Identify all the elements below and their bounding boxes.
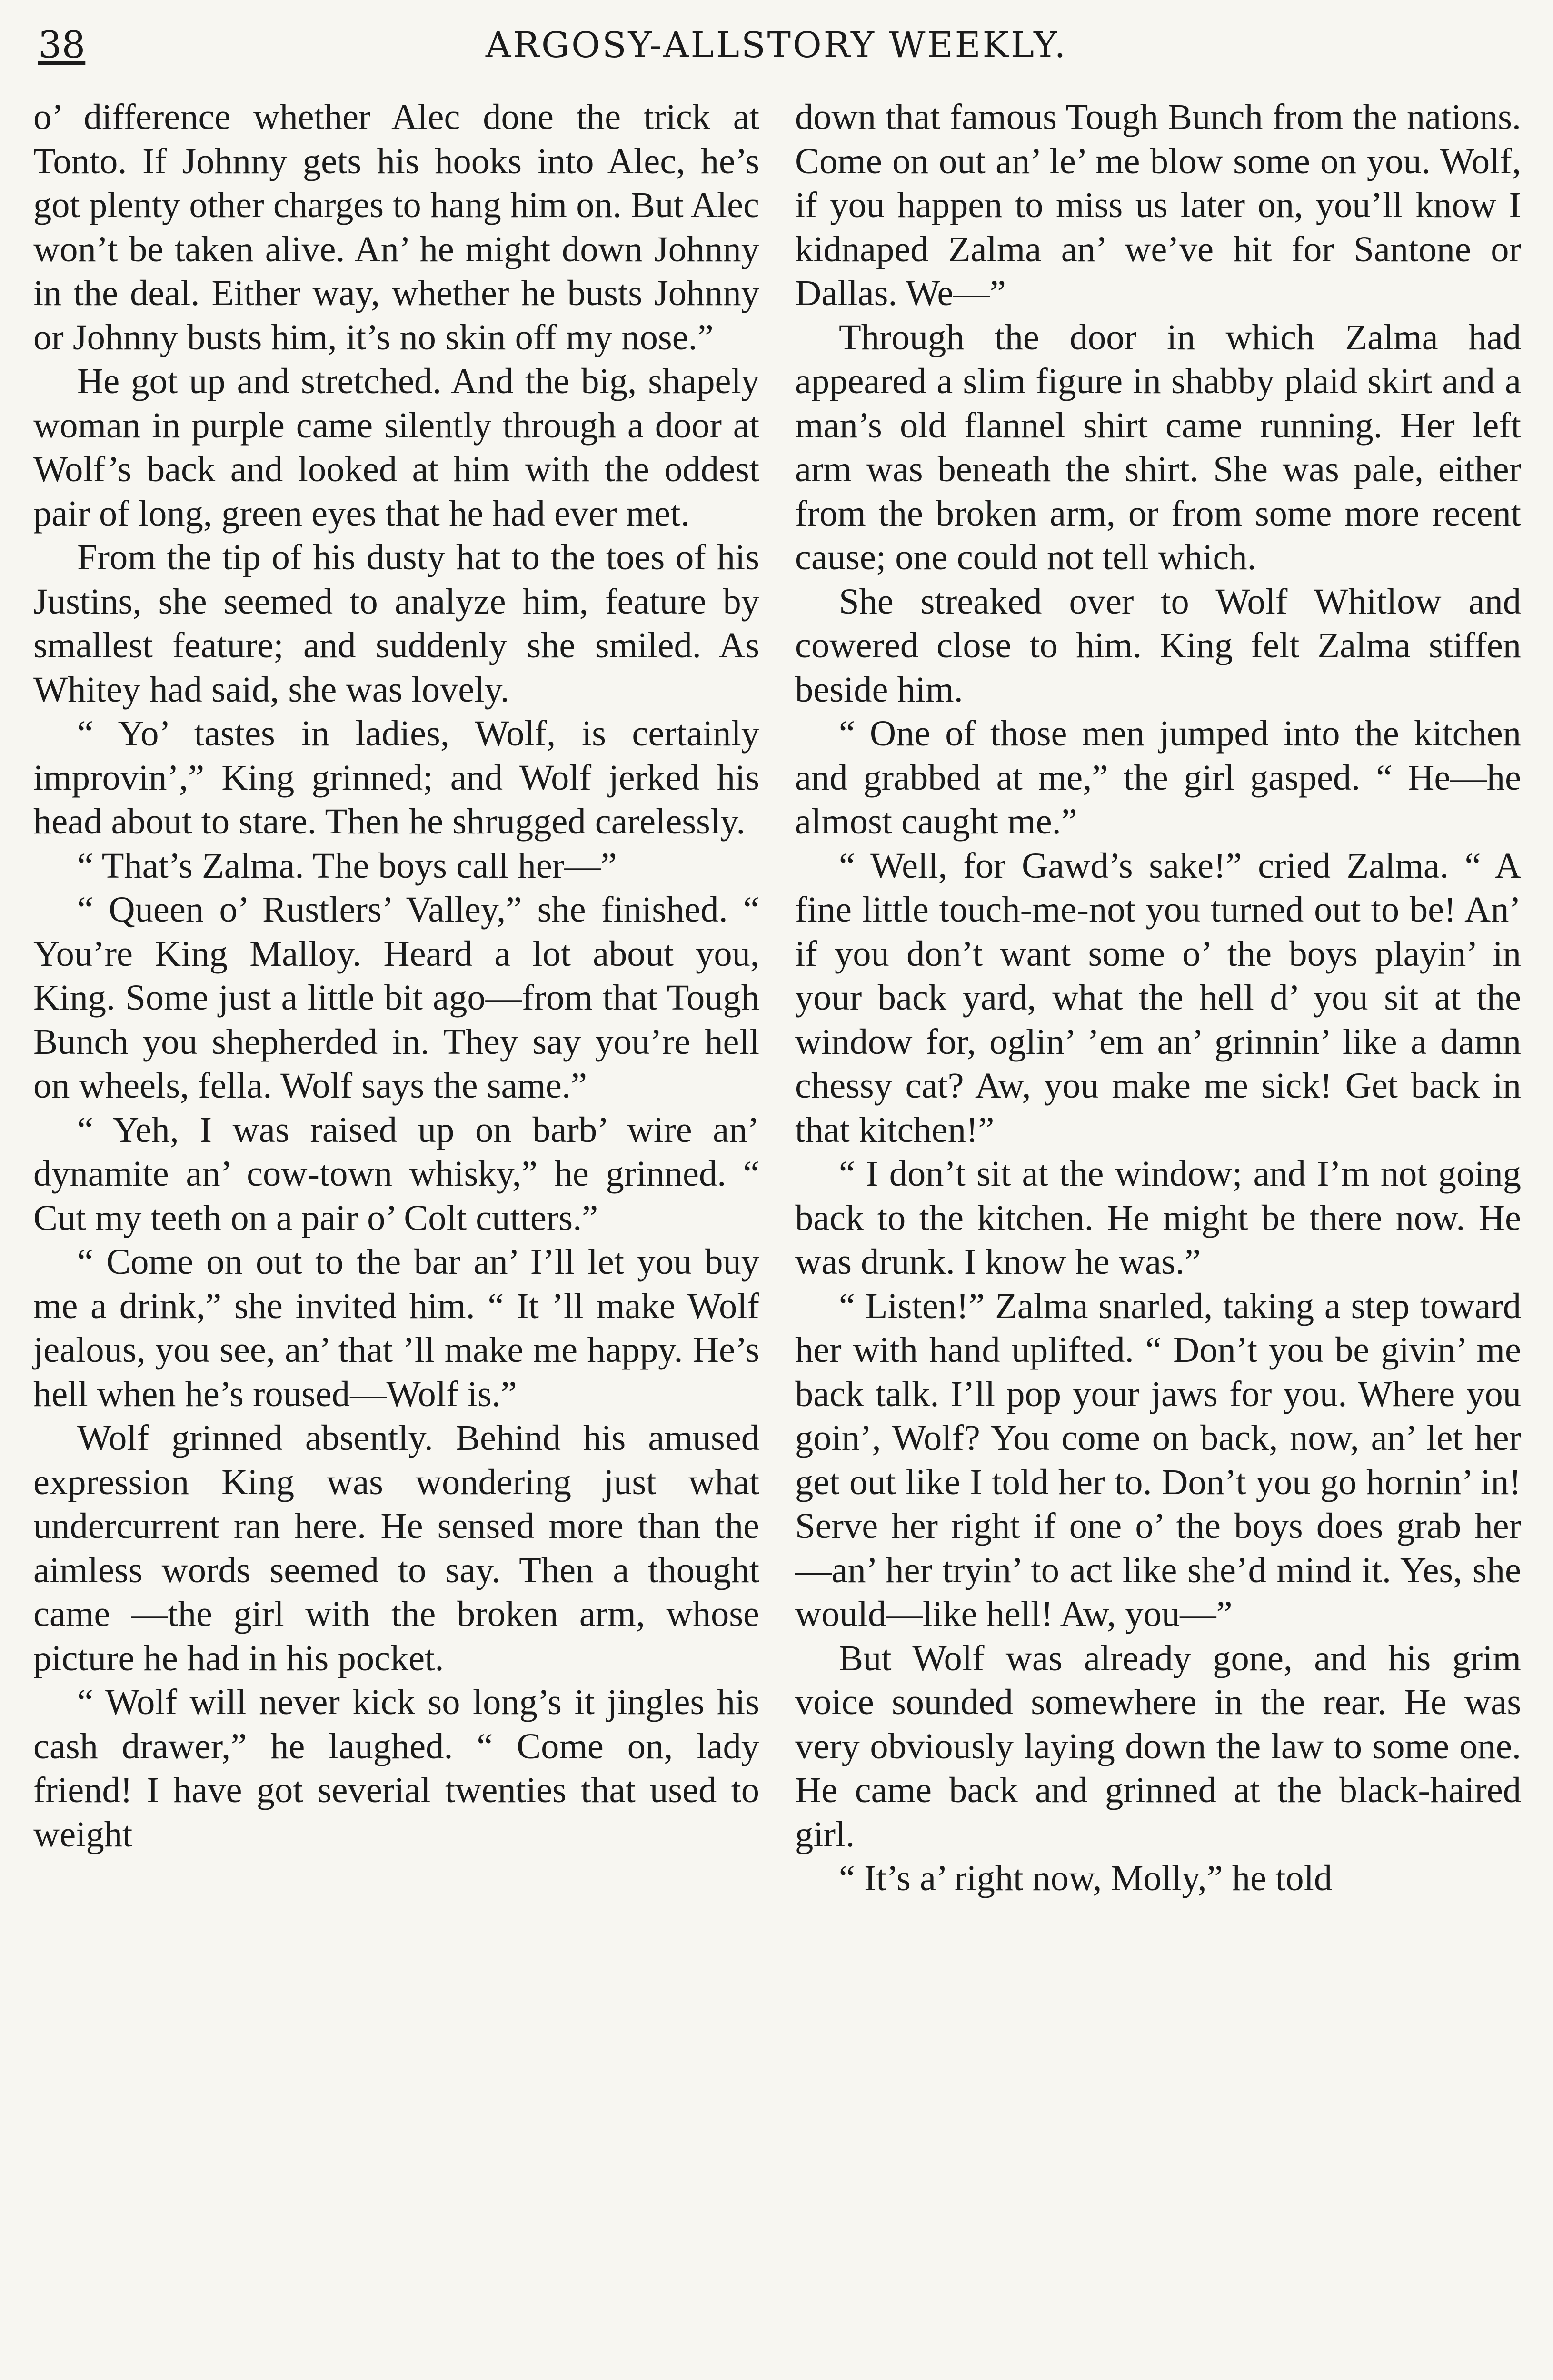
paragraph: From the tip of his dusty hat to the toes of his Justins, she seemed to analyze him, feature by smallest feature; and suddenly she smiled. As Whitey had said, she was lovely. xyxy=(33,537,759,710)
running-title: ARGOSY-ALLSTORY WEEKLY. xyxy=(485,25,1068,66)
paragraph: “ That’s Zalma. The boys call her—” xyxy=(77,845,617,886)
page-number: 38 xyxy=(38,24,86,67)
paragraph: “ Yeh, I was raised up on barb’ wire an’ dynamite an’ cow-town whisky,” he grinned. “ Cut my teeth on a pair o’ Colt cutters.” xyxy=(33,1109,759,1238)
right-column xyxy=(795,95,1521,1901)
paragraph: “ Well, for Gawd’s sake!” cried Zalma. “ A fine little touch-me-not you turned out to be! An’ if you don’t want some o’ the boys playin’ in your back yard, what the hell d’ you sit at the window for, oglin’ ’em an’ grinnin’ like a damn chessy cat? Aw, you make me sick! Get back in that kitchen!” xyxy=(795,845,1521,1150)
paragraph: She streaked over to Wolf Whitlow and cowered close to him. King felt Zalma stiffen beside him. xyxy=(795,581,1521,710)
paragraph: “ Queen o’ Rustlers’ Valley,” she finished. “ You’re King Malloy. Heard a lot about you, King. Some just a little bit ago—from that Tough Bunch you shepherded in. They say you’re hell on wheels, fella. Wolf says the same.” xyxy=(33,889,759,1106)
paragraph: down that famous Tough Bunch from the nations. Come on out an’ le’ me blow some on you. Wolf, if you happen to miss us later on, you’ll know I kidnaped Zalma an’ we’ve hit for Santone or Dallas. We—” xyxy=(795,97,1521,313)
paragraph: o’ difference whether Alec done the trick at Tonto. If Johnny gets his hooks into Alec, he’s got plenty other charges to hang him on. But Alec won’t be taken alive. An’ he might down Johnny in the deal. Either way, whether he busts Johnny or Johnny busts him, it’s no skin off my nose.” xyxy=(33,97,759,357)
paragraph: “ It’s a’ right now, Molly,” he told xyxy=(839,1858,1333,1898)
paragraph: “ Wolf will never kick so long’s it jingles his cash drawer,” he laughed. “ Come on, lady friend! I have got severial twenties that used to weight xyxy=(33,1682,759,1854)
left-column xyxy=(33,95,759,1856)
paragraph: He got up and stretched. And the big, shapely woman in purple came silently through a door at Wolf’s back and looked at him with the oddest pair of long, green eyes that he had ever met. xyxy=(33,361,759,534)
paragraph: Through the door in which Zalma had appeared a slim figure in shabby plaid skirt and a man’s old flannel shirt came running. Her left arm was beneath the shirt. She was pale, either from the broken arm, or from some more recent cause; one could not tell which. xyxy=(795,317,1521,577)
page-header xyxy=(33,19,1520,71)
paragraph: “ Come on out to the bar an’ I’ll let you buy me a drink,” she invited him. “ It ’ll make Wolf jealous, you see, an’ that ’ll make me happy. He’s hell when he’s roused—Wolf is.” xyxy=(33,1241,759,1414)
paragraph: But Wolf was already gone, and his grim voice sounded somewhere in the rear. He was very obviously laying down the law to some one. He came back and grinned at the black-haired girl. xyxy=(795,1637,1521,1854)
paragraph: “ Listen!” Zalma snarled, taking a step toward her with hand uplifted. “ Don’t you be givin’ me back talk. I’ll pop your jaws for you. Where you goin’, Wolf? You come on back, now, an’ let her get out like I told her to. Don’t you go hornin’ in! Serve her right if one o’ the boys does grab her —an’ her tryin’ to act like she’d mind it. Yes, she would—like hell! Aw, you—” xyxy=(795,1285,1521,1634)
paragraph: “ One of those men jumped into the kitchen and grabbed at me,” the girl gasped. “ He—he almost caught me.” xyxy=(795,713,1521,842)
paragraph: “ I don’t sit at the window; and I’m not going back to the kitchen. He might be there now. He was drunk. I know he was.” xyxy=(795,1153,1521,1282)
paragraph: “ Yo’ tastes in ladies, Wolf, is certainly improvin’,” King grinned; and Wolf jerked his head about to stare. Then he shrugged carelessly. xyxy=(33,713,759,842)
paragraph: Wolf grinned absently. Behind his amused expression King was wondering just what undercurrent ran here. He sensed more than the aimless words seemed to say. Then a thought came —the girl with the broken arm, whose picture he had in his pocket. xyxy=(33,1418,759,1678)
